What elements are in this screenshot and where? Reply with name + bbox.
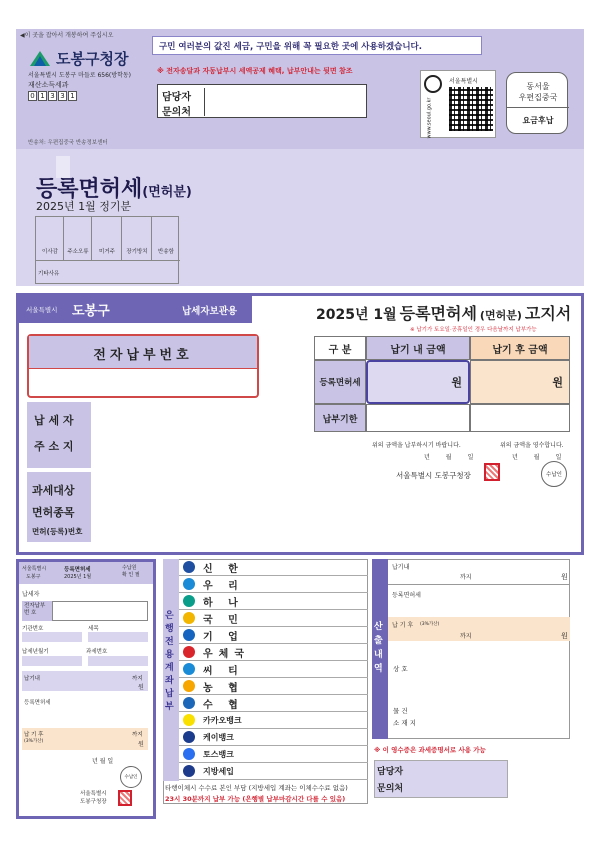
stamp-col-label: 장기방치 (126, 249, 148, 255)
bill-title (316, 301, 571, 324)
return-reason-table (35, 216, 179, 284)
stub-won-2: 원 (138, 741, 144, 748)
stub-won: 원 (138, 684, 144, 691)
stub-until: 까지 (132, 676, 143, 682)
org-logo-icon (28, 48, 52, 68)
row-tax-text: 등록면허세 (319, 378, 361, 388)
bank-list (179, 559, 368, 781)
receiver-stamp-circle (541, 461, 567, 487)
license-kind: 면허종목 (32, 506, 75, 519)
col-header-text: 납기 후 금액 (492, 344, 548, 356)
bank-logo-icon (183, 646, 195, 658)
bank-row (179, 627, 368, 644)
stub-seal-icon (118, 790, 132, 806)
dept-name: 재산소득세과 (28, 81, 69, 89)
bank-logo-icon (183, 765, 195, 777)
bank-name: 지방세입 (203, 766, 234, 776)
bank-name: 기 업 (203, 631, 244, 643)
bank-name: 우체국 (203, 648, 250, 660)
koem-logo-icon (424, 75, 442, 93)
postage-stamp-box (506, 72, 568, 134)
row-due-label (314, 404, 366, 432)
bank-name: 우 리 (203, 580, 244, 592)
amount-before (366, 360, 470, 404)
stub-epay-box (52, 601, 148, 621)
postal-digit: 1 (38, 91, 47, 101)
bank-row (179, 610, 368, 627)
contact-box (157, 84, 367, 118)
stub-tax-name: 등록면허세 (24, 700, 51, 706)
stub-issuer: 서울특별시 도봉구청장 (80, 791, 107, 805)
stub-period: 2025년 1월 (64, 574, 92, 580)
bank-logo-icon (183, 612, 195, 624)
receipt-side-label: 산출 내역 (374, 622, 383, 674)
address-label: 주 소 지 (34, 440, 74, 453)
proof-note: ※ 이 영수증은 과세증명서로 사용 가능 (374, 746, 486, 754)
bank-logo-icon (183, 731, 195, 743)
won-unit: 원 (451, 376, 462, 389)
stub-region-small: 서울특별시 (22, 566, 47, 572)
bank-side-label: 은행 전용 계좌 납부 (165, 611, 174, 712)
bank-logo-icon (183, 697, 195, 709)
period: 2025년 1월 정기분 (36, 200, 132, 213)
due-before (366, 404, 470, 432)
bank-row (179, 576, 368, 593)
receipt-won-2: 원 (561, 632, 568, 640)
slogan-text: 구민 여러분의 값진 세금, 구민을 위해 꼭 필요한 곳에 사용하겠습니다. (159, 41, 423, 52)
col-header-before (366, 336, 470, 360)
receipt-trade-name: 상 호 (393, 665, 408, 673)
stub-org-code: 기관번호 (22, 626, 44, 632)
bank-row (179, 559, 368, 576)
bill-region: 도봉구 (72, 304, 110, 319)
stub-confirm: 수납원 확 인 필 (122, 565, 140, 578)
qr-caption: 서울특별시 (449, 78, 478, 85)
bank-row (179, 695, 368, 712)
stamp-row2-label: 기타사유 (38, 271, 60, 277)
col-header-after (470, 336, 570, 360)
postal-digit: 3 (58, 91, 67, 101)
col-header-text: 납기 내 금액 (390, 344, 446, 356)
stub-epay: 전자납부 번 호 (24, 603, 46, 616)
stub-receiver-circle (120, 766, 142, 788)
target-label: 과세대상 (32, 484, 75, 497)
receipt-contact-2: 문의처 (377, 784, 404, 794)
bank-row (179, 746, 368, 763)
keep-label: 납세자보관용 (182, 306, 238, 317)
stub-region: 도봉구 (26, 574, 41, 580)
receipt-property-2: 소 재 지 (393, 719, 416, 727)
license-no: 면허(등록)번호 (32, 527, 83, 536)
bank-row (179, 763, 368, 780)
postal-digit: 0 (28, 91, 37, 101)
bank-name: 토스뱅크 (203, 749, 234, 759)
stamp-col-label: 이사감 (42, 249, 58, 255)
bill-title-year: 2025년 1월 (316, 307, 397, 323)
epay-box (27, 334, 259, 398)
date-line (424, 452, 473, 461)
taxpayer-label: 납 세 자 (34, 414, 74, 427)
postage-label: 요금후납 (522, 116, 554, 125)
pay-request: 위의 금액을 납부하시기 바랍니다. (372, 442, 461, 449)
official-seal-icon (484, 463, 500, 481)
stub-until-2: 까지 (132, 732, 143, 738)
org-address: 서울특별시 도봉구 마들로 656(방학동) (28, 72, 131, 79)
bank-name: 신 한 (203, 563, 244, 575)
qr-panel (420, 70, 496, 138)
e-notice: ※ 전자송달과 자동납부시 세액공제 혜택, 납부안내는 뒷면 참조 (157, 67, 353, 75)
stamp-col-label: 미거주 (99, 249, 115, 255)
bank-logo-icon (183, 663, 195, 675)
stub-item-code-box (88, 632, 148, 642)
date-line-2 (512, 452, 561, 461)
date-year: 년 (424, 454, 430, 461)
postal-code (28, 91, 77, 101)
return-note: 반송처: 우편집중국 반송정보센터 (28, 140, 108, 146)
receipt-tax-name: 등록면허세 (392, 592, 421, 599)
bank-note-1: 타행이체시 수수료 본인 부담 (지방세입 계좌는 이체수수료 없음) (165, 784, 348, 792)
bank-logo-icon (183, 714, 195, 726)
bill-title-tail: 고지서 (524, 304, 572, 323)
bank-logo-icon (183, 680, 195, 692)
receipt-after-note: (3%가산) (420, 622, 440, 627)
stamp-col-label: 주소오류 (67, 249, 89, 255)
date-month: 월 (533, 454, 540, 461)
stamp-col-label: 반송함 (158, 249, 174, 255)
bank-name: 하 나 (203, 597, 244, 609)
postage-divider (507, 107, 569, 108)
stub-org-code-box (22, 632, 82, 642)
row-tax-label (314, 360, 366, 404)
stub-after-note: (3%가산) (24, 739, 44, 744)
bank-name: 씨 티 (203, 665, 244, 677)
receipt-contact-1: 담당자 (377, 767, 404, 777)
amount-table (314, 336, 570, 432)
bank-name: 농 협 (203, 682, 244, 694)
tax-name: 등록면허세 (36, 177, 143, 202)
won-unit: 원 (552, 376, 563, 389)
bank-name: 카카오뱅크 (203, 715, 242, 725)
receipt-after-due: 납 기 후 (392, 622, 414, 629)
stub-within-due: 납기내 (24, 676, 40, 682)
bank-row (179, 712, 368, 729)
stub-taxpayer: 납세자 (22, 591, 40, 598)
post-office: 동서울 우편집중국 (518, 82, 558, 102)
receipt-won: 원 (561, 573, 568, 581)
stub-within-bg (22, 671, 148, 691)
stub-tax-year-box (22, 656, 82, 666)
bank-name: 케이뱅크 (203, 732, 234, 742)
stub-tax-year: 납세년월기 (22, 649, 49, 655)
postal-digit: 1 (68, 91, 77, 101)
date-year: 년 (512, 454, 518, 461)
bank-logo-icon (183, 595, 195, 607)
bank-name: 수 협 (203, 699, 244, 711)
bank-logo-icon (183, 629, 195, 641)
receipt-confirm: 위의 금액을 영수합니다. (500, 442, 564, 449)
bank-row (179, 661, 368, 678)
holiday-note: ※ 납기가 토요일·공휴일인 경우 다음날까지 납부가능 (410, 327, 537, 333)
bill-title-sub: (면허분) (479, 309, 522, 322)
bank-note-2: 23시 30분까지 납부 가능 (은행별 납부마감시간 다를 수 있음) (165, 795, 346, 803)
bank-row (179, 729, 368, 746)
qr-url: www.seoul.go.kr (426, 97, 433, 139)
receipt-after-bg (388, 617, 570, 641)
row-due-text: 납부기한 (322, 414, 358, 425)
bill-region-small: 서울특별시 (26, 306, 58, 314)
date-day: 일 (467, 454, 474, 461)
col-header-text: 구 분 (328, 344, 352, 356)
receipt-within-box (388, 559, 570, 585)
stub-after-due: 납 기 후 (24, 732, 44, 738)
receipt-property-1: 물 건 (393, 707, 408, 715)
bank-row (179, 644, 368, 661)
due-after (470, 404, 570, 432)
bank-logo-icon (183, 578, 195, 590)
contact-label: 문의처 (162, 107, 191, 118)
receipt-until-2: 까지 (460, 633, 472, 640)
bank-row (179, 678, 368, 695)
date-month: 월 (445, 454, 452, 461)
receiver-stamp-text: 수납인 (546, 472, 562, 478)
bank-logo-icon (183, 561, 195, 573)
stub-item-code: 세목 (88, 626, 99, 632)
stub-tax-no: 과세번호 (86, 649, 108, 655)
epay-divider (29, 368, 257, 369)
contact-divider (204, 88, 205, 116)
cut-note: ◀이 곳을 잡아서 개봉하여 주십시오 (20, 32, 114, 39)
bank-logo-icon (183, 748, 195, 760)
col-header-division (314, 336, 366, 360)
receipt-until: 까지 (460, 574, 472, 581)
bank-name: 국 민 (203, 614, 244, 626)
stub-tax-no-box (88, 656, 148, 666)
epay-label: 전자납부번호 (93, 348, 193, 363)
amount-after (470, 360, 570, 404)
bank-row (179, 593, 368, 610)
slogan-box (152, 36, 482, 55)
qr-code-icon (449, 87, 493, 131)
receipt-within-due: 납기내 (392, 564, 410, 571)
date-day: 일 (555, 454, 562, 461)
issuer-name: 서울특별시 도봉구청장 (396, 471, 471, 480)
tax-sub: (면허분) (142, 185, 192, 200)
org-name: 도봉구청장 (56, 50, 129, 68)
postal-digit: 3 (48, 91, 57, 101)
stub-receiver-text: 수납인 (124, 775, 138, 780)
stub-date-line: 년 월 일 (92, 758, 114, 765)
stub-tax: 등록면허세 (64, 567, 91, 573)
bill-title-tax: 등록면허세 (399, 304, 477, 323)
contact-label: 담당자 (162, 92, 191, 103)
